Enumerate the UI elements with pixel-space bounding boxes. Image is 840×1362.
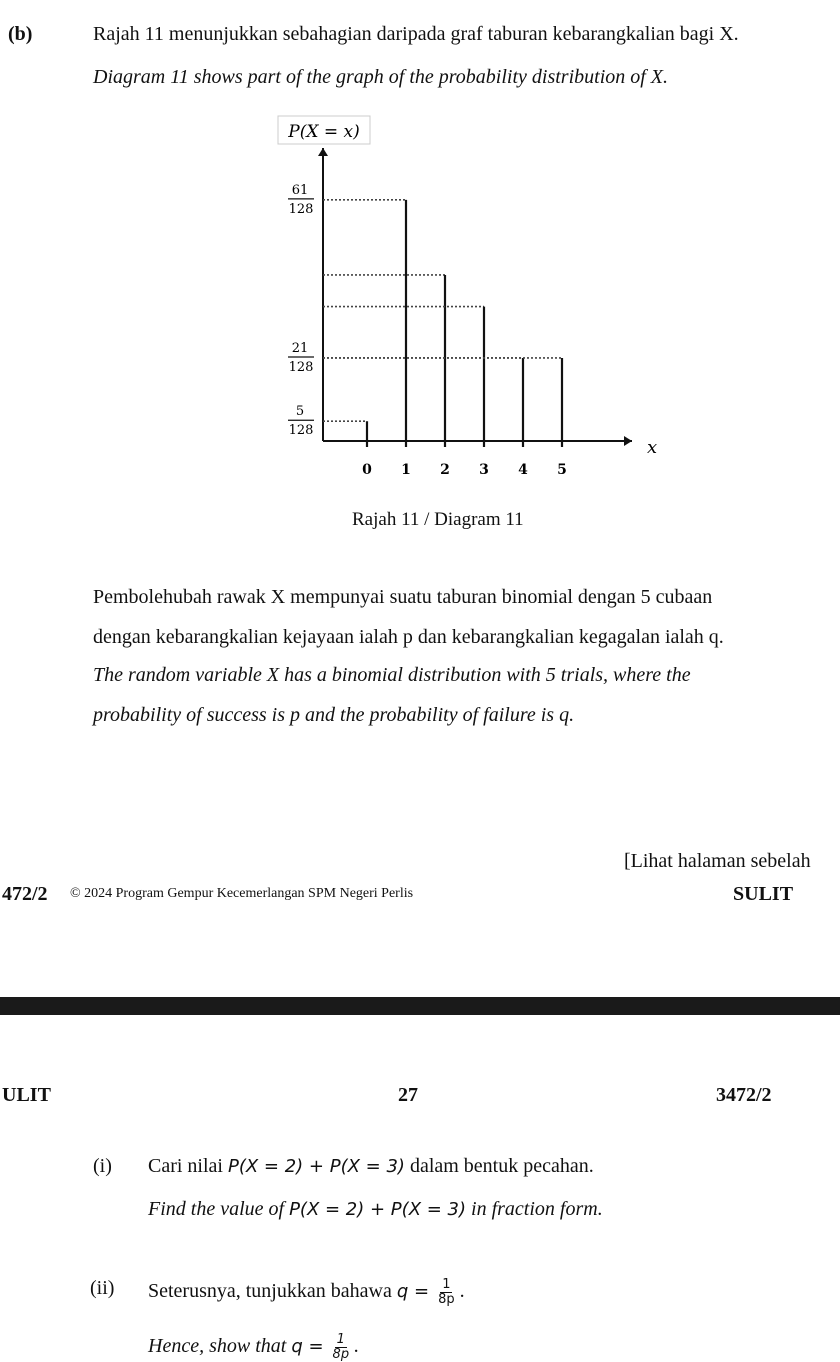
probability-distribution-chart bbox=[270, 110, 690, 495]
question-ii-label: (ii) bbox=[90, 1277, 115, 1299]
q-i-english-pre: Find the value of bbox=[148, 1198, 285, 1220]
para-malay-line-1: Pembolehubah rawak X mempunyai suatu taburan binomial dengan 5 cubaan bbox=[93, 586, 713, 608]
q-ii-fraction-num: 1 bbox=[442, 1277, 451, 1292]
x-tick-label-5: 5 bbox=[557, 462, 567, 478]
q-ii-lhs-english: q = bbox=[291, 1336, 324, 1358]
question-i-label: (i) bbox=[93, 1155, 112, 1177]
x-tick-label-4: 4 bbox=[518, 462, 528, 478]
q-i-expression: P(X = 2) + P(X = 3) bbox=[227, 1156, 405, 1177]
q-ii-malay-text: Seterusnya, tunjukkan bahawa bbox=[148, 1280, 392, 1303]
x-tick-label-2: 2 bbox=[440, 462, 450, 478]
y-tick-den-0: 128 bbox=[288, 201, 314, 217]
x-axis-arrow bbox=[624, 436, 632, 446]
footer-sulit: SULIT bbox=[733, 883, 794, 905]
footer-copyright: © 2024 Program Gempur Kecemerlangan SPM Negeri Perlis bbox=[70, 886, 414, 901]
page2-header-left: ULIT bbox=[2, 1084, 51, 1106]
q-i-expression-english: P(X = 2) + P(X = 3) bbox=[289, 1199, 467, 1220]
q-ii-fraction-english bbox=[333, 1333, 350, 1362]
x-tick-label-3: 3 bbox=[479, 462, 489, 478]
next-page-note: [Lihat halaman sebelah bbox=[624, 850, 811, 872]
y-tick-den-1: 128 bbox=[288, 359, 314, 375]
x-axis-label: x bbox=[647, 437, 658, 458]
y-axis-label: P(X = x) bbox=[288, 122, 360, 142]
diagram-caption: Rajah 11 / Diagram 11 bbox=[352, 509, 524, 530]
page2-header-right: 3472/2 bbox=[716, 1084, 772, 1106]
q-ii-english-text: Hence, show that bbox=[148, 1335, 287, 1358]
y-tick-den-2: 128 bbox=[288, 423, 314, 439]
q-i-malay-pre: Cari nilai bbox=[148, 1155, 223, 1177]
q-i-english-post: in fraction form. bbox=[471, 1198, 603, 1220]
page-separator bbox=[0, 997, 840, 1015]
q-ii-fraction-english-num: 1 bbox=[336, 1332, 345, 1347]
para-malay-line-2: dengan kebarangkalian kejayaan ialah p dan kebarangkalian kegagalan ialah q. bbox=[93, 626, 724, 648]
x-tick-label-1: 1 bbox=[401, 462, 411, 478]
question-ii-english: Hence, show that q = $\frac{1}{8p}$ . bbox=[148, 1332, 360, 1362]
y-axis-arrow bbox=[318, 148, 328, 156]
x-tick-label-0: 0 bbox=[362, 462, 372, 478]
para-english-line-1: The random variable X has a binomial distribution with 5 trials, where the bbox=[93, 664, 691, 686]
q-i-malay-post: dalam bentuk pecahan. bbox=[409, 1155, 594, 1177]
intro-english: Diagram 11 shows part of the graph of the probability distribution of X. bbox=[93, 66, 669, 88]
question-i-english bbox=[148, 1197, 603, 1222]
question-ii-malay: Seterusnya, tunjukkan bahawa q = $\frac{1}{8p}$ . bbox=[148, 1277, 465, 1307]
y-tick-num-0: 61 bbox=[291, 182, 309, 198]
q-ii-fraction bbox=[438, 1278, 455, 1307]
q-ii-lhs: q = bbox=[396, 1281, 430, 1303]
part-label: (b) bbox=[8, 23, 33, 45]
footer-code: 472/2 bbox=[2, 883, 48, 905]
q-ii-fraction-den: 8p bbox=[438, 1292, 455, 1307]
y-tick-num-2: 5 bbox=[295, 404, 305, 420]
intro-malay: Rajah 11 menunjukkan sebahagian daripada graf taburan kebarangkalian bagi X. bbox=[93, 23, 739, 45]
para-english-line-2: probability of success is p and the probability of failure is q. bbox=[93, 704, 575, 726]
q-ii-fraction-english-den: 8p bbox=[332, 1347, 350, 1362]
question-i-malay bbox=[148, 1154, 594, 1179]
page2-page-number: 27 bbox=[398, 1084, 418, 1106]
y-tick-num-1: 21 bbox=[291, 340, 309, 356]
